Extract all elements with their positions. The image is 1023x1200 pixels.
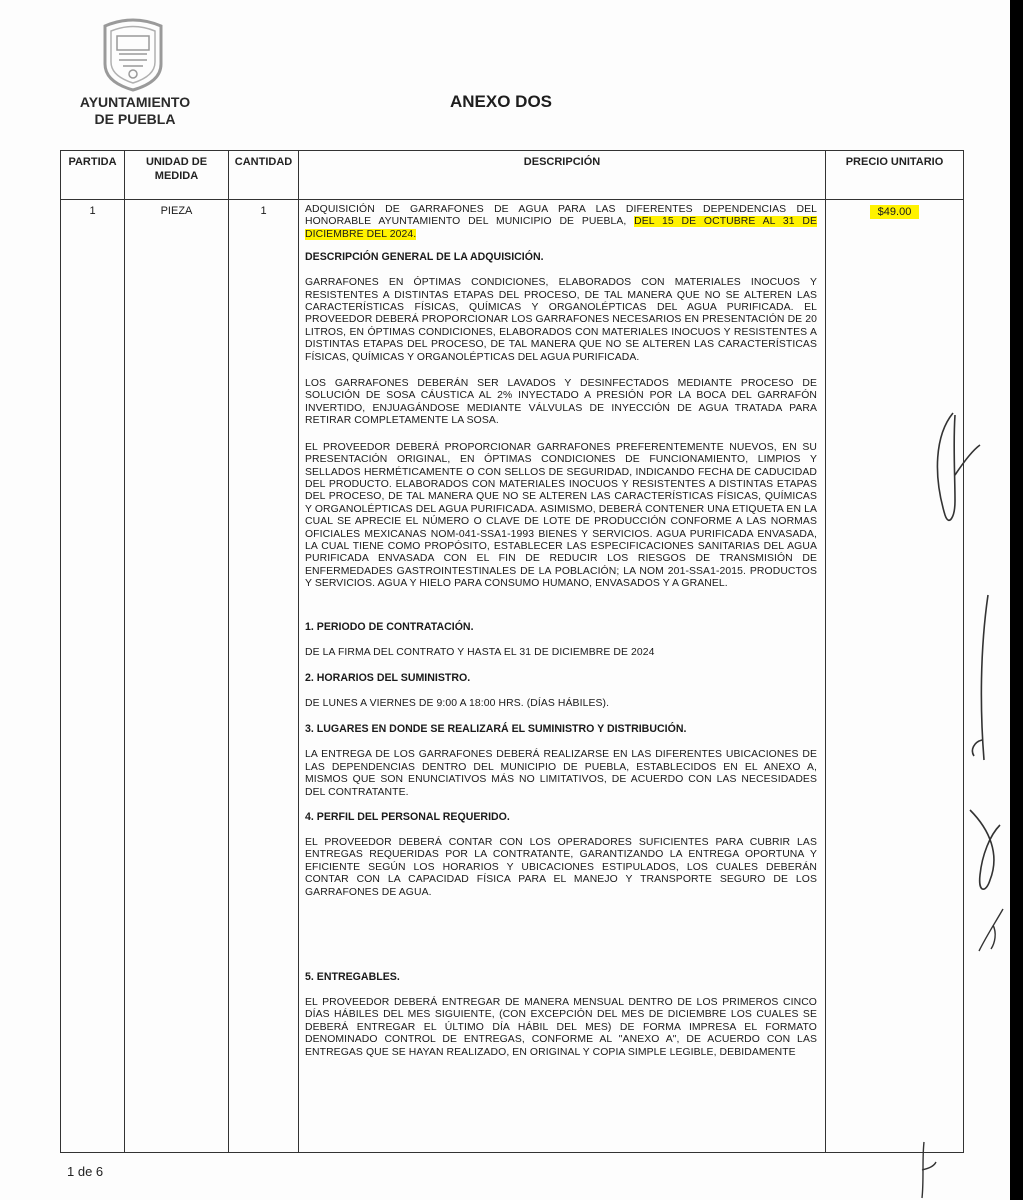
section-3-title: 3. LUGARES EN DONDE SE REALIZARÁ EL SUMINISTRO Y DISTRIBUCIÓN. <box>305 723 687 736</box>
unit-price: $49.00 <box>870 205 920 219</box>
column-header-descripcion: DESCRIPCIÓN <box>299 151 826 200</box>
annex-table <box>60 150 964 1153</box>
handwritten-signature-icon <box>960 805 1005 900</box>
page-number: 1 de 6 <box>67 1164 104 1179</box>
handwritten-signature-icon <box>910 1140 940 1200</box>
section-5-title: 5. ENTREGABLES. <box>305 971 400 984</box>
coat-of-arms-icon <box>97 16 169 92</box>
section-3-text: LA ENTREGA DE LOS GARRAFONES DEBERÁ REALIZARSE EN LAS DIFERENTES UBICACIONES DE LAS DEPENDENCIAS DENTRO DEL MUNICIPIO DE PUEBLA, ESTABLECIDOS EN EL ANEXO A, MISMOS QUE SON ENUNCIATIVOS MÁS NO LIMITATIVOS, DE ACUERDO CON LAS NECESIDADES DEL CONTRATANTE. <box>305 749 817 798</box>
general-paragraph-1: GARRAFONES EN ÓPTIMAS CONDICIONES, ELABORADOS CON MATERIALES INOCUOS Y RESISTENTES A DISTINTAS ETAPAS DEL PROCESO, DE TAL MANERA QUE NO SE ALTEREN LAS CARACTERÍSTICAS FÍSICAS, QUÍMICAS Y ORGANOLÉPTICAS DEL AGUA PURIFICADA. EL PROVEEDOR DEBERÁ PROPORCIONAR LOS GARRAFONES NECESARIOS EN PRESENTACIÓN DE 20 LITROS, EN ÓPTIMAS CONDICIONES, ELABORADOS CON MATERIALES INOCUOS Y RESISTENTES A DISTINTAS ETAPAS DEL PROCESO, DE TAL MANERA QUE NO SE ALTEREN LAS CARACTERÍSTICAS FÍSICAS, QUÍMICAS Y ORGANOLÉPTICAS DEL AGUA PURIFICADA. <box>305 277 817 363</box>
scan-border <box>1010 0 1023 1200</box>
section-1-title: 1. PERIODO DE CONTRATACIÓN. <box>305 620 474 633</box>
highlighted-period: DEL 15 DE OCTUBRE AL 31 DE DICIEMBRE DEL 2024. <box>305 216 817 240</box>
page-title: ANEXO DOS <box>450 92 553 111</box>
cell-precio <box>826 200 964 1153</box>
org-line-1: AYUNTAMIENTO <box>79 94 191 110</box>
handwritten-signature-icon <box>975 905 1010 955</box>
org-line-2: DE PUEBLA <box>94 111 176 127</box>
section-4-text: EL PROVEEDOR DEBERÁ CONTAR CON LOS OPERADORES SUFICIENTES PARA CUBRIR LAS ENTREGAS REQUERIDAS POR LA CONTRATANTE, GARANTIZANDO LA ENTREGA OPORTUNA Y EFICIENTE SEGÚN LOS HORARIOS Y UBICACIONES ESTIPULADOS, LOS CUALES DEBERÁN CONTAR CON LA CAPACIDAD FÍSICA PARA EL MANEJO Y TRANSPORTE SEGURO DE LOS GARRAFONES DE AGUA. <box>305 837 817 898</box>
organization-name <box>60 94 210 128</box>
intro-text: ADQUISICIÓN DE GARRAFONES DE AGUA PARA LAS DIFERENTES DEPENDENCIAS DEL HONORABLE AYUNTAMIENTO DEL MUNICIPIO DE PUEBLA, <box>305 204 817 228</box>
section-5-text: EL PROVEEDOR DEBERÁ ENTREGAR DE MANERA MENSUAL DENTRO DE LOS PRIMEROS CINCO DÍAS HÁBILES DEL MES SIGUIENTE, (CON EXCEPCIÓN DEL MES DE DICIEMBRE LOS CUALES SE DEBERÁ ENTREGAR EL ÚLTIMO DÍA HÁBIL DEL MES) DE FORMA IMPRESA EL FORMATO DENOMINADO CONTROL DE ENTREGAS, CONFORME AL "ANEXO A", DE ACUERDO CON LAS ENTREGAS QUE SE HAYAN REALIZADO, EN ORIGINAL Y COPIA SIMPLE LEGIBLE, DEBIDAMENTE <box>305 997 817 1058</box>
column-header-unidad: UNIDAD DE MEDIDA <box>125 151 229 200</box>
handwritten-signature-icon <box>925 405 985 535</box>
section-1-text: DE LA FIRMA DEL CONTRATO Y HASTA EL 31 DE DICIEMBRE DE 2024 <box>305 646 655 658</box>
column-header-partida: PARTIDA <box>61 151 125 200</box>
cell-unidad: PIEZA <box>125 200 229 1153</box>
section-4-title: 4. PERFIL DEL PERSONAL REQUERIDO. <box>305 811 510 823</box>
column-header-cantidad: CANTIDAD <box>229 151 299 200</box>
general-paragraph-3: EL PROVEEDOR DEBERÁ PROPORCIONAR GARRAFONES PREFERENTEMENTE NUEVOS, EN SU PRESENTACIÓN ORIGINAL, EN ÓPTIMAS CONDICIONES DE FUNCIONAMIENTO, LIMPIOS Y SELLADOS HERMÉTICAMENTE O CON SELLOS DE SEGURIDAD, INDICANDO FECHA DE CADUCIDAD DEL PRODUCTO. ELABORADOS CON MATERIALES INOCUOS Y RESISTENTES A DISTINTAS ETAPAS DEL PROCESO, DE TAL MANERA QUE NO SE ALTEREN LAS CARACTERÍSTICAS FÍSICAS, QUÍMICAS Y ORGANOLÉPTICAS DEL AGUA PURIFICADA. ASIMISMO, DEBERÁ CONTENER UNA ETIQUETA EN LA CUAL SE APRECIE EL NÚMERO O CLAVE DE LOTE DE PRODUCCIÓN CONFORME A LAS NORMAS OFICIALES MEXICANAS NOM-041-SSA1-1993 BIENES Y SERVICIOS. AGUA PURIFICADA ENVASADA, LA CUAL TIENE COMO PROPÓSITO, ESTABLECER LAS ESPECIFICACIONES SANITARIAS DEL AGUA PURIFICADA ENVASADA CON EL FIN DE REDUCIR LOS RIESGOS DE TRANSMISIÓN DE ENFERMEDADES GASTROINTESTINALES DE LA POBLACIÓN; LA NOM 201-SSA1-2015. PRODUCTOS Y SERVICIOS. AGUA Y HIELO PARA CONSUMO HUMANO, ENVASADOS Y A GRANEL. <box>305 441 817 590</box>
section-2-text: DE LUNES A VIERNES DE 9:00 A 18:00 HRS. (DÍAS HÁBILES). <box>305 697 610 709</box>
section-2-title: 2. HORARIOS DEL SUMINISTRO. <box>305 671 471 684</box>
cell-descripcion <box>299 200 826 1153</box>
intro-paragraph <box>305 204 817 241</box>
handwritten-signature-icon <box>960 590 1000 770</box>
table-header-row <box>61 151 964 200</box>
column-header-precio: PRECIO UNITARIO <box>826 151 964 200</box>
general-paragraph-2: LOS GARRAFONES DEBERÁN SER LAVADOS Y DESINFECTADOS MEDIANTE PROCESO DE SOLUCIÓN DE SOSA CÁUSTICA AL 2% INYECTADO A PRESIÓN POR LA BOCA DEL GARRAFÓN INVERTIDO, ENJUAGÁNDOSE MEDIANTE VÁLVULAS DE INYECCIÓN DE AGUA TRATADA PARA RETIRAR COMPLETAMENTE LA SOSA. <box>305 378 817 427</box>
general-description-title: DESCRIPCIÓN GENERAL DE LA ADQUISICIÓN. <box>305 251 544 264</box>
table-row <box>61 200 964 1153</box>
cell-partida: 1 <box>61 200 125 1153</box>
cell-cantidad: 1 <box>229 200 299 1153</box>
